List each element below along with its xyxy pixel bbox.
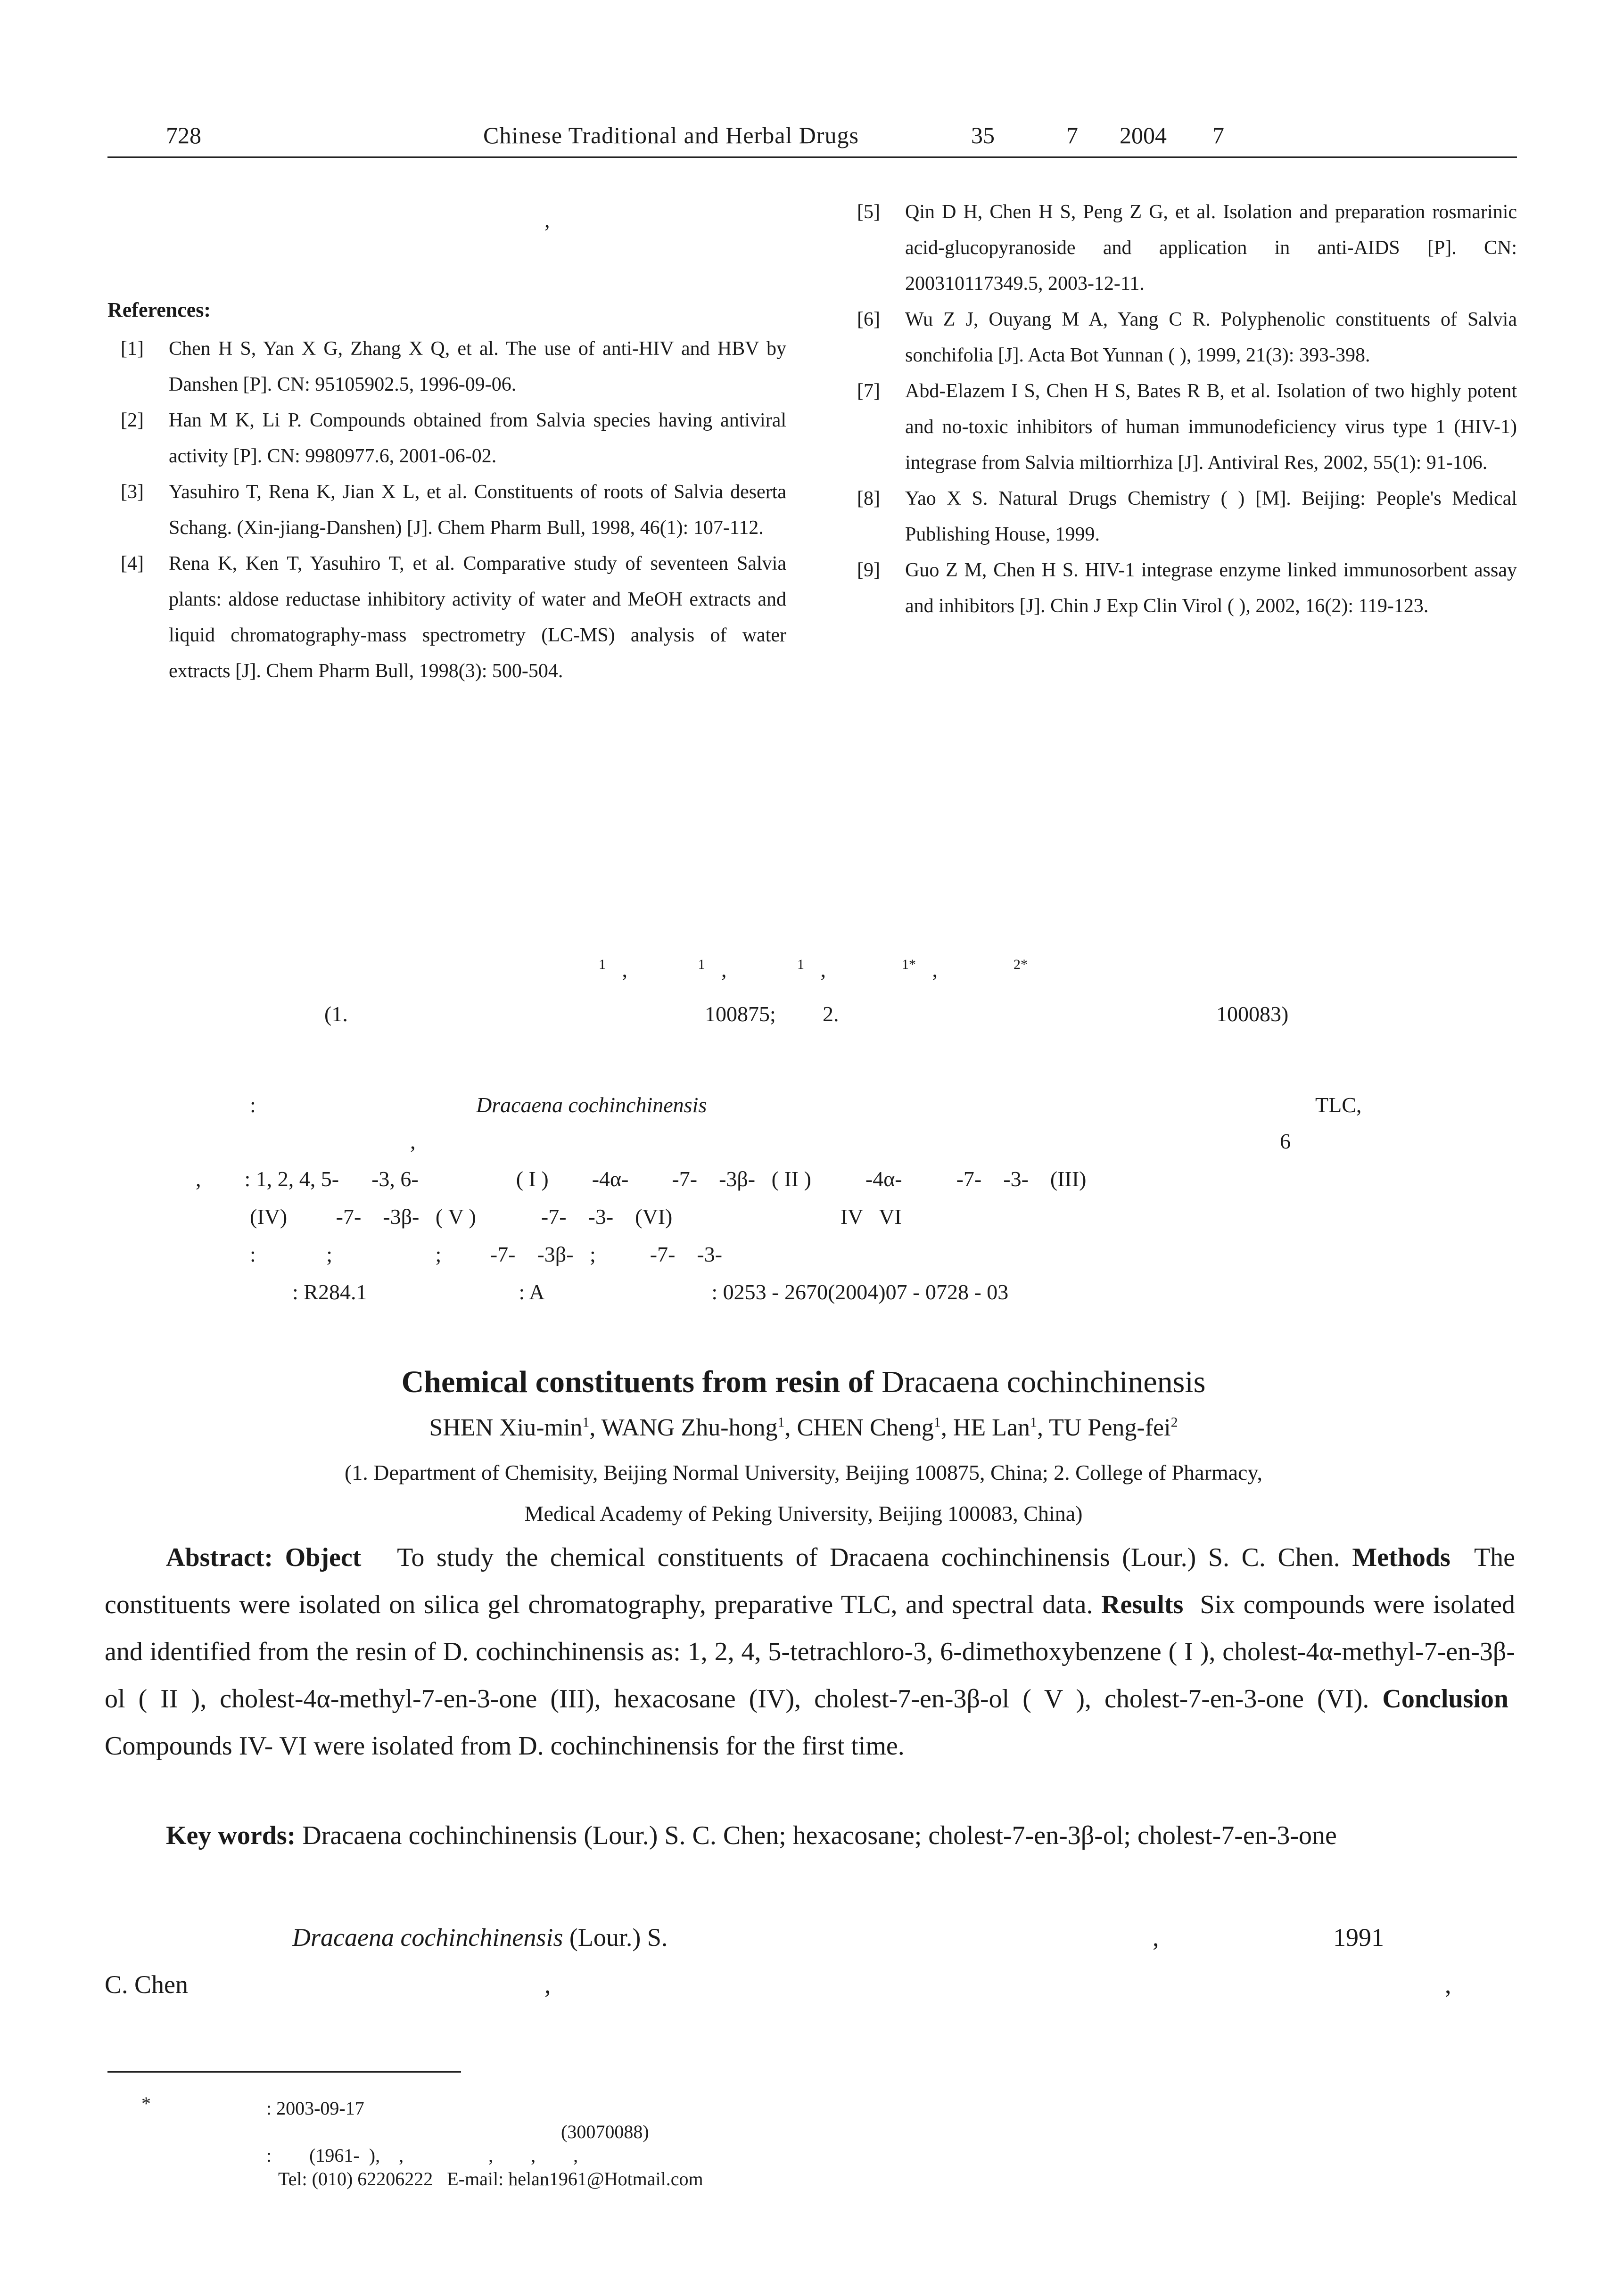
month: 7 (1212, 122, 1224, 148)
page-number: 728 (166, 122, 201, 148)
year: 2004 (1120, 122, 1167, 148)
reference-item: [3] Yasuhiro T, Rena K, Jian X L, et al. Constituents of roots of Salvia deserta Schang. (Xin-jiang-Danshen) [J]. Chem Pharm Bull, 1998, 46(1): 107-112. (121, 481, 786, 539)
intro-comma-1: , (1153, 1923, 1159, 1952)
reference-item: [7] Abd-Elazem I S, Chen H S, Bates R B, et al. Isolation of two highly potent and no-toxic inhibitors of human immunodeficiency virus type 1 (HIV-1) integrase from Salvia miltiorrhiza [J]. Antiviral Res, 2002, 55(1): 91-106. (857, 380, 1517, 474)
reference-item: [1] Chen H S, Yan X G, Zhang X Q, et al. The use of anti-HIV and HBV by Danshen [P]. CN: 95105902.5, 1996-09-06. (121, 338, 786, 395)
reference-item: [5] Qin D H, Chen H S, Peng Z G, et al. Isolation and preparation rosmarinic acid-glucopyranoside and application in anti-AIDS [P]. CN: 200310117349.5, 2003-12-11. (857, 201, 1517, 295)
reference-item: [4] Rena K, Ken T, Yasuhiro T, et al. Comparative study of seventeen Salvia plants: aldose reductase inhibitory activity of water and MeOH extracts and liquid chromatography-mass spectrometry (LC-MS) analysis of water extracts [J]. Chem Pharm Bull, 1998(3): 500-504. (121, 553, 786, 682)
paper-title: Chemical constituents from resin of Dracaena cochinchinensis (401, 1365, 1206, 1399)
affiliation-line-1: (1. Department of Chemisity, Beijing Normal University, Beijing 100875, China; 2. College of Pharmacy, (344, 1460, 1262, 1484)
intro-comma-3: , (1445, 1970, 1451, 1999)
header-rule (107, 156, 1517, 158)
journal-name: Chinese Traditional and Herbal Drugs (483, 122, 859, 148)
comma-fragment: , (544, 208, 550, 232)
reference-item: [9] Guo Z M, Chen H S. HIV-1 integrase enzyme linked immunosorbent assay and inhibitors [J]. Chin J Exp Clin Virol ( ), 2002, 16(2): 119-123. (857, 559, 1517, 617)
cn-affil-2: 2. (823, 1002, 839, 1026)
references-heading: References: (107, 298, 211, 321)
intro-comma-2: , (544, 1970, 551, 1999)
footnote-fund: (30070088) (561, 2121, 649, 2142)
references-right (844, 194, 1517, 624)
cn-abstract-colon: : (250, 1093, 256, 1117)
keywords-paragraph: Key words: Dracaena cochinchinensis (Lour.) S. C. Chen; hexacosane; cholest-7-en-3β-ol; cholest-7-en-3-one (166, 1821, 1337, 1850)
cn-compounds-2: (IV) -7- -3β- ( V ) -7- -3- (VI) IV VI (250, 1205, 902, 1229)
issue: 7 (1066, 122, 1078, 148)
references-left (107, 292, 786, 689)
cn-author-line: $^1$ , $^1$ , $^1$ , $^{1*}$ , $^{2*}$ (599, 957, 1028, 982)
reference-item: [8] Yao X S. Natural Drugs Chemistry ( ) [M]. Beijing: People's Medical Publishing House, 1999. (857, 488, 1517, 545)
intro-line-1: Dracaena cochinchinensis (Lour.) S. (292, 1923, 668, 1952)
author-list: SHEN Xiu-$\min^1$, WANG Zhu-hong$^1$, CHEN Cheng$^1$, HE Lan$^1$, TU Peng-fei$^2$ (429, 1414, 1178, 1441)
cn-zip-1: 100875; (705, 1002, 776, 1026)
footnote-rule (107, 2071, 461, 2073)
reference-item: [2] Han M K, Li P. Compounds obtained from Salvia species having antiviral activity [P]. CN: 9980977.6, 2001-06-02. (121, 410, 786, 467)
abstract-paragraph: Abstract: Object To study the chemical constituents of Dracaena cochinchinensis (Lour.) S. C. Chen. Methods The constituents were isolated on silica gel chromatography, preparative TLC, and spectral data. Results Six compounds were isolated and identified from the resin of D. cochinchinensis as: 1, 2, 4, 5-tetrachloro-3, 6-dimethoxybenzene ( I ), cholest-4α-methyl-7-en-3β-ol ( II ), cholest-4α-methyl-7-en-3-one (III), hexacosane (IV), cholest-7-en-3β-ol ( V ), cholest-7-en-3-one (VI). Conclusion Compounds IV- VI were isolated from D. cochinchinensis for the first time. (105, 1543, 1516, 1761)
footnote-bio: : (1961- ), , , , , (266, 2145, 578, 2166)
cn-classification: : R284.1 : A : 0253 - 2670(2004)07 - 0728 - 03 (292, 1280, 1009, 1304)
cn-comma: , (410, 1129, 416, 1153)
footnote-received: : 2003-09-17 (266, 2098, 364, 2119)
cn-abstract-tlc: TLC, (1315, 1093, 1362, 1117)
intro-line-2: C. Chen (105, 1970, 189, 1999)
cn-abstract-species: Dracaena cochinchinensis (476, 1093, 707, 1117)
footnote-star: * (141, 2093, 151, 2114)
cn-affil-1: (1. (324, 1002, 348, 1026)
cn-six: 6 (1280, 1129, 1291, 1153)
affiliation-line-2: Medical Academy of Peking University, Beijing 100083, China) (524, 1501, 1083, 1525)
cn-keywords: : ; ; -7- -3β- ; -7- -3- (250, 1242, 723, 1266)
footnote-contact: Tel: (010) 62206222 E-mail: helan1961@Hotmail.com (278, 2168, 703, 2189)
reference-item: [6] Wu Z J, Ouyang M A, Yang C R. Polyphenolic constituents of Salvia sonchifolia [J]. Acta Bot Yunnan ( ), 1999, 21(3): 393-398. (857, 309, 1517, 366)
intro-year: 1991 (1333, 1923, 1384, 1952)
volume: 35 (971, 122, 995, 148)
cn-compounds-1: , : 1, 2, 4, 5- -3, 6- ( I ) -4α- -7- -3β- ( II ) -4α- -7- -3- (III) (196, 1167, 1087, 1191)
cn-zip-2: 100083) (1216, 1002, 1289, 1026)
